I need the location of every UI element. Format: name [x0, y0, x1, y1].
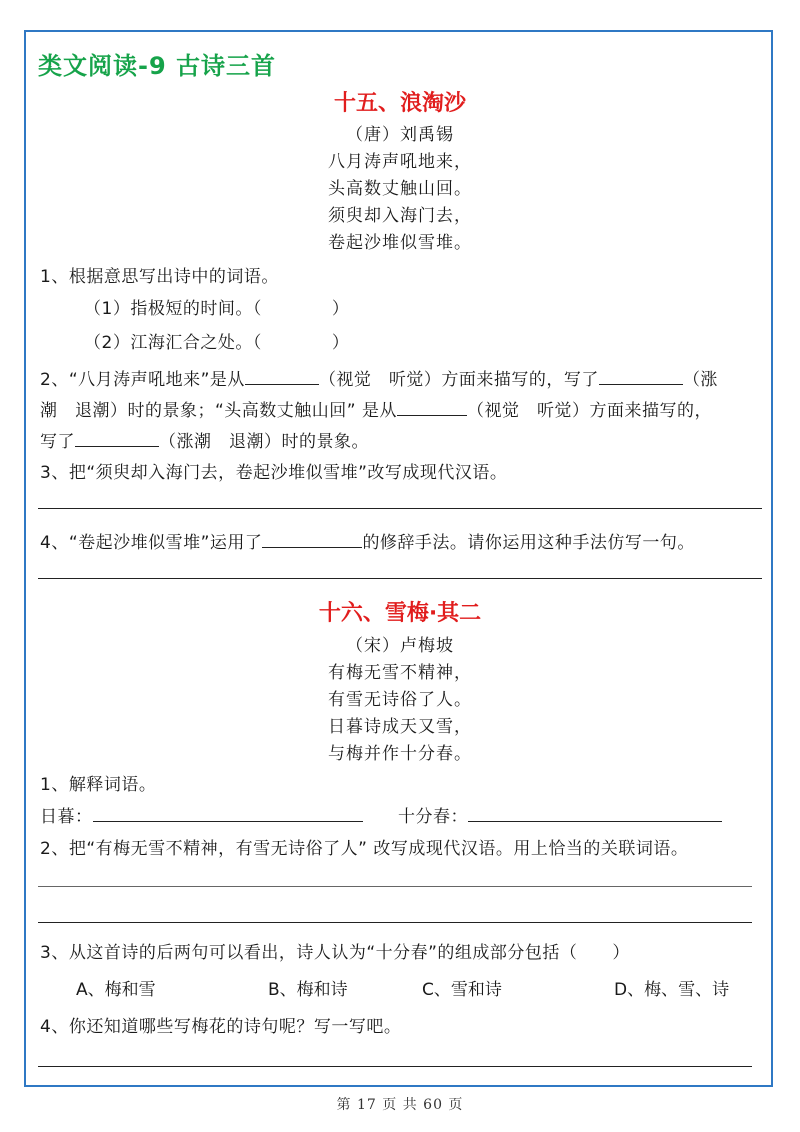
s1-q2-blank-2[interactable] — [599, 383, 683, 385]
s2-term-1-blank[interactable] — [93, 820, 363, 822]
s1-q2-l2-b: （视觉 听觉）方面来描写的， — [467, 401, 713, 421]
s1-question-3: 3、把“须臾却入海门去，卷起沙堆似雪堆”改写成现代汉语。 — [40, 463, 508, 483]
poem1-line-2: 头高数丈触山回。 — [328, 179, 472, 199]
s1-question-4 — [40, 528, 695, 553]
s1-q1-sub1 — [84, 294, 349, 319]
s2-term-1-label: 日暮： — [40, 807, 93, 827]
s2-question-1: 1、解释词语。 — [40, 775, 157, 795]
s2-q3-option-b[interactable]: B、梅和诗 — [268, 980, 348, 1000]
s1-q2-blank-1[interactable] — [245, 383, 319, 385]
s2-question-4: 4、你还知道哪些写梅花的诗句呢？写一写吧。 — [40, 1017, 402, 1037]
poem1-line-1: 八月涛声吼地来， — [328, 152, 472, 172]
s1-q1-sub1-text: （1）指极短的时间。（ — [84, 299, 262, 319]
s1-q2-l1-a: 2、“八月涛声吼地来”是从 — [40, 370, 245, 390]
poem1-line-4: 卷起沙堆似雪堆。 — [328, 233, 472, 253]
s1-q3-answer-line[interactable] — [38, 508, 762, 509]
s1-question-2-line-2 — [40, 396, 712, 421]
s2-q3-option-c[interactable]: C、雪和诗 — [422, 980, 502, 1000]
s1-q4-a: 4、“卷起沙堆似雪堆”运用了 — [40, 533, 263, 553]
s2-q3-option-d[interactable]: D、梅、雪、诗 — [614, 980, 730, 1000]
s1-q1-sub2 — [84, 328, 349, 353]
poem1-title: 十五、浪淘沙 — [333, 91, 466, 116]
poem2-line-2: 有雪无诗俗了人。 — [328, 690, 472, 710]
s1-q2-l3-a: 写了 — [40, 432, 75, 452]
poem1-line-3: 须臾却入海门去， — [328, 206, 472, 226]
poem2-author: （宋）卢梅坡 — [346, 636, 454, 656]
s2-question-3: 3、从这首诗的后两句可以看出，诗人认为“十分春”的组成部分包括（ ） — [40, 943, 630, 963]
s1-q1-sub2-text: （2）江海汇合之处。（ — [84, 333, 262, 353]
s2-term-1 — [40, 802, 363, 827]
s1-question-2-line-3 — [40, 427, 369, 452]
paren-close: ） — [331, 333, 350, 353]
poem2-title: 十六、雪梅·其二 — [318, 601, 482, 626]
s2-term-2-label: 十分春： — [398, 807, 468, 827]
poem1-author: （唐）刘禹锡 — [346, 125, 454, 145]
paren-close: ） — [331, 299, 350, 319]
page-number-footer: 第 17 页 共 60 页 — [336, 1097, 464, 1113]
poem2-line-4: 与梅并作十分春。 — [328, 744, 472, 764]
poem2-line-3: 日暮诗成天又雪， — [328, 717, 472, 737]
s1-q4-blank[interactable] — [262, 546, 362, 548]
s2-term-2 — [398, 802, 722, 827]
s1-question-1: 1、根据意思写出诗中的词语。 — [40, 267, 279, 287]
page-header-title: 类文阅读-9 古诗三首 — [38, 52, 277, 80]
s2-q4-answer-line[interactable] — [38, 1066, 752, 1067]
s1-q2-l1-c: （涨 — [682, 370, 718, 390]
poem2-line-1: 有梅无雪不精神， — [328, 663, 472, 683]
s2-q3-option-a[interactable]: A、梅和雪 — [76, 980, 156, 1000]
s2-q2-answer-line-1[interactable] — [38, 886, 752, 887]
s1-q2-blank-3[interactable] — [397, 414, 467, 416]
s2-q2-answer-line-2[interactable] — [38, 922, 752, 923]
s1-q2-l2-a: 潮 退潮）时的景象；“头高数丈触山回” 是从 — [40, 401, 398, 421]
s2-term-2-blank[interactable] — [468, 820, 722, 822]
s1-question-2-line-1 — [40, 365, 718, 390]
s1-q4-answer-line[interactable] — [38, 578, 762, 579]
s1-q2-l1-b: （视觉 听觉）方面来描写的，写了 — [318, 370, 599, 390]
s1-q2-l3-b: （涨潮 退潮）时的景象。 — [159, 432, 369, 452]
s1-q4-b: 的修辞手法。请你运用这种手法仿写一句。 — [362, 533, 695, 553]
s1-q2-blank-4[interactable] — [75, 445, 159, 447]
s2-question-2: 2、把“有梅无雪不精神，有雪无诗俗了人” 改写成现代汉语。用上恰当的关联词语。 — [40, 839, 689, 859]
